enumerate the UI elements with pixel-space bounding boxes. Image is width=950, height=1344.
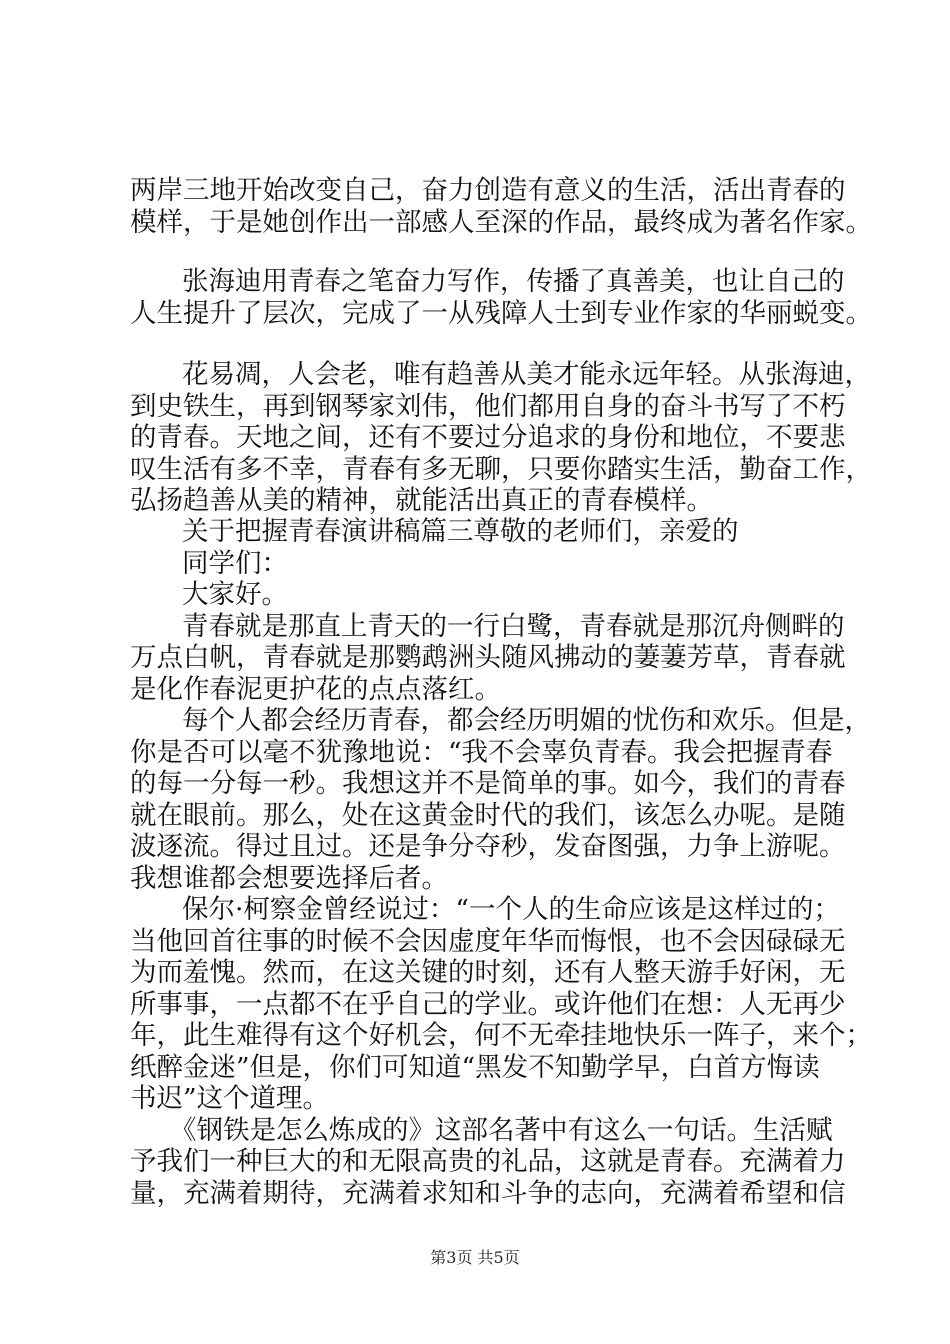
- text-line: 为而羞愧。然而，在这关键的时刻，还有人整天游手好闲，无: [130, 957, 846, 988]
- page-number: 第3页 共5页: [430, 1248, 520, 1267]
- page-footer: [0, 1245, 950, 1268]
- text-line: 年，此生难得有这个好机会，何不无牵挂地快乐一阵子，来个；: [130, 1020, 872, 1051]
- text-line: 每个人都会经历青春，都会经历明媚的忧伤和欢乐。但是，: [182, 705, 871, 736]
- text-line: 青春就是那直上青天的一行白鹭，青春就是那沉舟侧畔的: [182, 610, 845, 642]
- text-line: 的每一分每一秒。我想这并不是简单的事。如今，我们的青春: [130, 768, 846, 799]
- paragraph-1: [130, 175, 872, 238]
- text-line: 你是否可以毫不犹豫地说：“我不会辜负青春。我会把握青春: [130, 736, 833, 768]
- text-line: 人生提升了层次，完成了一从残障人士到专业作家的华丽蜕变。: [130, 297, 872, 329]
- paragraph-3: [130, 359, 872, 517]
- text-line: 到史铁生，再到钢琴家刘伟，他们都用自身的奋斗书写了不朽: [130, 390, 846, 422]
- text-line: 的青春。天地之间，还有不要过分追求的身份和地位，不要悲: [130, 422, 846, 453]
- text-line: 我想谁都会想要选择后者。: [130, 862, 448, 894]
- text-line: 量，充满着期待，充满着求知和斗争的志向，充满着希望和信: [130, 1177, 846, 1209]
- text-line: 所事事，一点都不在乎自己的学业。或许他们在想：人无再少: [130, 988, 846, 1020]
- text-line: 波逐流。得过且过。还是争分夺秒，发奋图强，力争上游呢。: [130, 831, 846, 862]
- text-line: 花易凋，人会老，唯有趋善从美才能永远年轻。从张海迪，: [182, 359, 871, 390]
- text-line: 弘扬趋善从美的精神，就能活出真正的青春模样。: [130, 485, 713, 516]
- text-line: 叹生活有多不幸，青春有多无聊，只要你踏实生活，勤奋工作，: [130, 453, 872, 485]
- text-line: 《钢铁是怎么炼成的》这部名著中有这么一句话。生活赋: [170, 1114, 833, 1146]
- paragraph-2: [130, 266, 872, 329]
- text-line: 书迟”这个道理。: [130, 1083, 330, 1114]
- text-line: 张海迪用青春之笔奋力写作，传播了真善美，也让自己的: [182, 266, 845, 297]
- text-line: 万点白帆，青春就是那鹦鹉洲头随风拂动的萋萋芳草，青春就: [130, 642, 846, 673]
- text-line: 同学们：: [182, 547, 288, 579]
- speech-body: [130, 516, 872, 1209]
- text-line: 模样，于是她创作出一部感人至深的作品，最终成为著名作家。: [130, 206, 872, 238]
- text-line: 纸醉金迷”但是，你们可知道“黑发不知勤学早，白首方悔读: [130, 1051, 820, 1083]
- text-line: 关于把握青春演讲稿篇三尊敬的老师们，亲爱的: [182, 516, 739, 547]
- text-line: 是化作春泥更护花的点点落红。: [130, 673, 501, 705]
- text-line: 予我们一种巨大的和无限高贵的礼品，这就是青春。充满着力: [130, 1146, 846, 1177]
- text-line: 当他回首往事的时候不会因虚度年华而悔恨，也不会因碌碌无: [130, 925, 846, 957]
- text-line: 保尔·柯察金曾经说过：“一个人的生命应该是这样过的；: [182, 894, 840, 925]
- text-line: 就在眼前。那么，处在这黄金时代的我们，该怎么办呢。是随: [130, 799, 846, 831]
- text-line: 大家好。: [182, 579, 288, 610]
- text-line: 两岸三地开始改变自己，奋力创造有意义的生活，活出青春的: [130, 175, 846, 206]
